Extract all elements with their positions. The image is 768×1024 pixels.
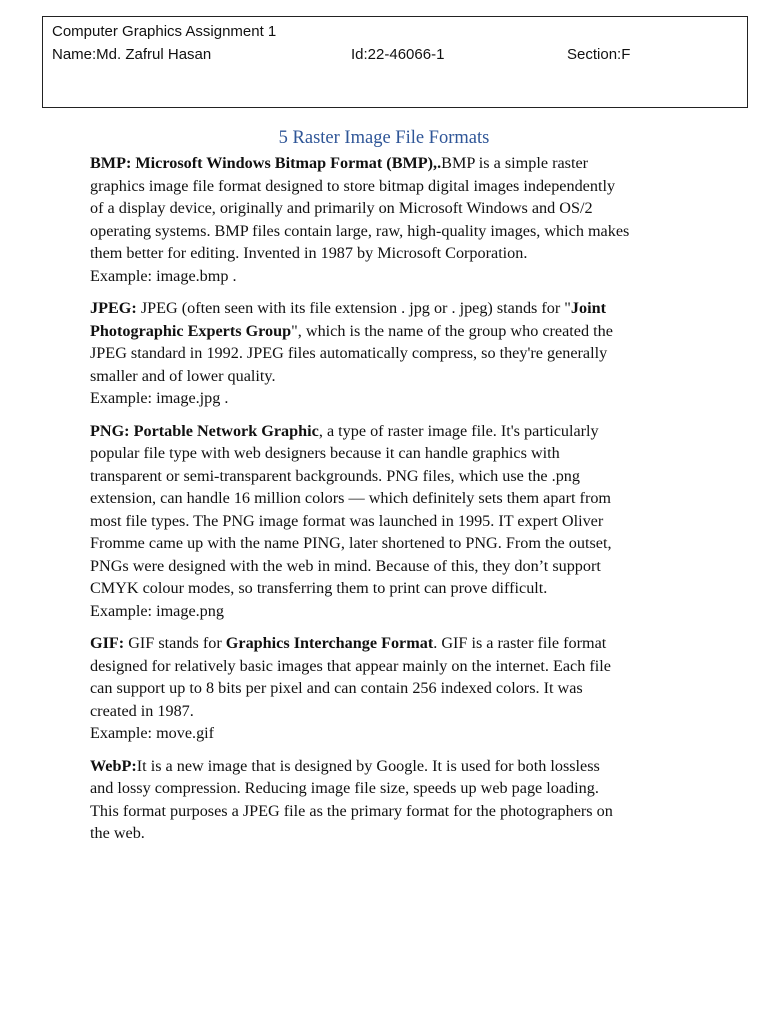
text-run: and lossy compression. Reducing image file size, speeds up web page loading.: [90, 779, 599, 797]
paragraph-line: [90, 800, 682, 823]
bold-text: Joint: [570, 299, 607, 317]
paragraph-line: [90, 777, 682, 800]
paragraph-line: [90, 655, 682, 678]
paragraph-line: [90, 297, 682, 320]
course-title: Computer Graphics Assignment 1: [52, 23, 277, 40]
paragraph-line: [90, 510, 682, 533]
paragraph-line: [90, 420, 682, 443]
text-run: created in 1987.: [90, 701, 194, 720]
text-run: ", which is the name of the group who created the: [291, 321, 613, 340]
section-png: [90, 420, 682, 623]
bold-text: GIF:: [90, 634, 129, 652]
paragraph-line: [90, 532, 682, 555]
text-run: transparent or semi-transparent backgrounds. PNG files, which use the .png: [90, 466, 580, 485]
text-run: , a type of raster image file. It's particularly: [318, 421, 599, 440]
paragraph-line: [90, 387, 682, 410]
text-run: . GIF is a raster file format: [433, 634, 607, 652]
text-run: can support up to 8 bits per pixel and can contain 256 indexed colors. It was: [90, 679, 583, 697]
paragraph-line: [90, 365, 682, 388]
paragraph-line: [90, 342, 682, 365]
paragraph-line: [90, 700, 682, 723]
paragraph-line: [90, 320, 682, 343]
text-run: Example: image.png: [90, 601, 224, 620]
page-title: 5 Raster Image File Formats: [278, 128, 490, 148]
paragraph-line: [90, 220, 682, 243]
paragraph-line: [90, 577, 682, 600]
paragraph-line: [90, 265, 682, 288]
paragraph-line: [90, 632, 682, 655]
paragraph-line: [90, 175, 682, 198]
document-body: [90, 152, 682, 855]
section-bmp: [90, 152, 682, 287]
text-run: graphics image file format designed to store bitmap digital images independently: [90, 176, 616, 195]
text-run: CMYK colour modes, so transferring them to print can prove difficult.: [90, 579, 548, 597]
header-box: [42, 16, 748, 108]
section-webp: [90, 755, 682, 845]
paragraph-line: [90, 197, 682, 220]
bold-text: Photographic Experts Group: [90, 321, 292, 340]
bold-text: WebP:: [90, 756, 137, 775]
paragraph-line: [90, 677, 682, 700]
text-run: the web.: [90, 824, 145, 842]
text-run: Example: image.bmp .: [90, 266, 237, 285]
text-run: smaller and of lower quality.: [90, 366, 276, 385]
text-run: JPEG (often seen with its file extension . jpg or . jpeg) stands for ": [140, 299, 571, 317]
bold-text: PNG: Portable Network Graphic: [90, 421, 319, 440]
section-gif: [90, 632, 682, 745]
paragraph-line: [90, 600, 682, 623]
text-run: extension, can handle 16 million colors — which definitely sets them apart from: [90, 489, 612, 507]
text-run: most file types. The PNG image format was launched in 1995. IT expert Oliver: [90, 511, 604, 530]
paragraph-line: [90, 152, 682, 175]
bold-text: JPEG:: [90, 299, 141, 317]
text-run: BMP is a simple raster: [441, 154, 589, 172]
text-run: JPEG standard in 1992. JPEG files automatically compress, so they're generally: [90, 344, 608, 362]
text-run: PNGs were designed with the web in mind. Because of this, they don’t support: [90, 556, 601, 575]
student-id: Id:22-46066-1: [351, 46, 445, 63]
text-run: GIF stands for: [128, 634, 226, 652]
paragraph-line: [90, 465, 682, 488]
text-run: them better for editing. Invented in 1987 by Microsoft Corporation.: [90, 244, 528, 262]
text-run: Example: image.jpg .: [90, 389, 229, 407]
bold-text: BMP: Microsoft Windows Bitmap Format (BMP),.: [90, 154, 442, 172]
paragraph-line: [90, 822, 682, 845]
paragraph-line: [90, 487, 682, 510]
text-run: Example: move.gif: [90, 724, 215, 742]
text-run: Fromme came up with the name PING, later shortened to PNG. From the outset,: [90, 534, 612, 552]
bold-text: Graphics Interchange Format: [225, 634, 434, 652]
student-name: Name:Md. Zafrul Hasan: [52, 46, 212, 63]
paragraph-line: [90, 755, 682, 778]
text-run: It is a new image that is designed by Google. It is used for both lossless: [136, 756, 600, 775]
paragraph-line: [90, 722, 682, 745]
text-run: of a display device, originally and primarily on Microsoft Windows and OS/2: [90, 199, 593, 217]
section-label: Section:F: [567, 46, 631, 63]
text-run: popular file type with web designers because it can handle graphics with: [90, 444, 560, 462]
text-run: This format purposes a JPEG file as the primary format for the photographers on: [90, 801, 613, 820]
text-run: operating systems. BMP files contain large, raw, high-quality images, which makes: [90, 221, 630, 240]
paragraph-line: [90, 242, 682, 265]
paragraph-line: [90, 555, 682, 578]
text-run: designed for relatively basic images that appear mainly on the internet. Each file: [90, 656, 611, 675]
paragraph-line: [90, 442, 682, 465]
section-jpeg: [90, 297, 682, 410]
